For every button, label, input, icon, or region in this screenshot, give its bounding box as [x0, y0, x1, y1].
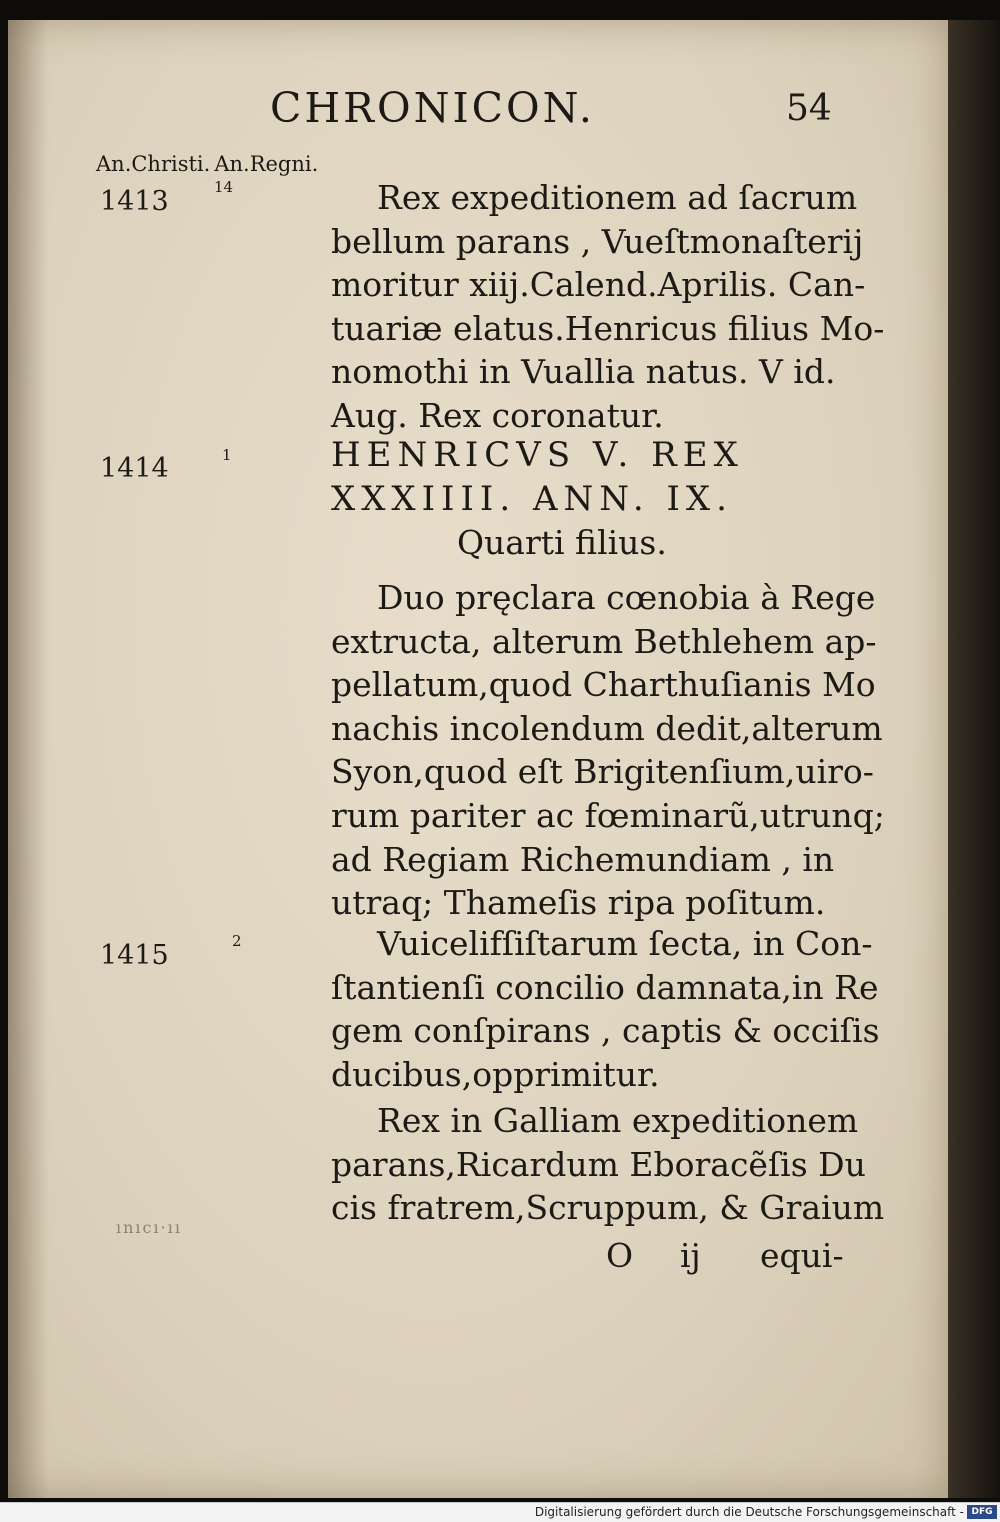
digitization-footer	[0, 1502, 1000, 1522]
entry-1415-paragraph	[331, 922, 880, 1096]
margin-regnal-1415: 2	[232, 932, 242, 950]
gutter-shadow	[8, 20, 48, 1498]
text-line: ad Regiam Richemundiam , in	[331, 839, 835, 879]
reign-subheading: Quarti filius.	[457, 523, 667, 563]
entry-1414-paragraph	[331, 576, 885, 925]
text-line: Rex in Galliam expeditionem	[377, 1101, 859, 1140]
text-line: utraq; Thameſis ripa poſitum.	[331, 883, 826, 923]
catchword: equi-	[760, 1236, 844, 1275]
margin-year-1413: 1413	[100, 186, 169, 217]
folio-number: 54	[786, 88, 832, 129]
running-title: CHRONICON.	[270, 84, 595, 132]
margin-regnal-1413: 14	[214, 178, 234, 196]
anno-regni-heading: An.Regni.	[214, 152, 319, 176]
dfg-logo-icon: DFG	[967, 1505, 997, 1519]
text-line: Duo pręclara cœnobia à Rege	[377, 578, 876, 617]
text-line: moritur xiij.Calend.Aprilis. Can-	[331, 265, 866, 305]
text-line: extructa, alterum Bethlehem ap-	[331, 621, 877, 661]
text-line: tuariæ elatus.Henricus filius Mo-	[331, 308, 885, 348]
text-line: cis fratrem,Scruppum, & Graium	[331, 1188, 885, 1228]
text-line: Aug. Rex coronatur.	[331, 395, 664, 435]
text-line: Rex expeditionem ad ſacrum	[377, 178, 858, 217]
text-line: Syon,quod eſt Brigitenſium,uiro-	[331, 752, 874, 792]
margin-regnal-1414: 1	[222, 446, 232, 464]
text-line: bellum parans , Vueſtmonaſterij	[331, 221, 864, 261]
margin-year-1414: 1414	[100, 453, 169, 484]
text-line: Vuicelifſiſtarum ſecta, in Con-	[377, 924, 873, 963]
entry-1413-paragraph	[331, 176, 884, 438]
text-line: gem conſpirans , captis & occiſis	[331, 1011, 880, 1051]
signature-mark: O	[606, 1236, 634, 1275]
signature-number: ij	[680, 1236, 701, 1275]
text-line: nomothi in Vuallia natus. V id.	[331, 352, 836, 392]
book-page	[8, 20, 948, 1498]
dfg-credit-text: Digitalisierung gefördert durch die Deutsche Forschungsgemeinschaft -	[534, 1505, 964, 1519]
text-line: rum pariter ac fœminarũ,utrunq;	[331, 795, 885, 835]
text-line: ſtantienſi concilio damnata,in Re	[331, 967, 879, 1007]
page-edge-shadow	[948, 20, 1000, 1498]
text-line: parans,Ricardum Eboracẽſis Du	[331, 1144, 866, 1184]
entry-1415b-paragraph	[331, 1099, 884, 1230]
text-line: pellatum,quod Charthuſianis Mo	[331, 665, 876, 705]
anno-christi-heading: An.Christi.	[96, 152, 211, 176]
reign-heading	[331, 434, 744, 565]
text-line: nachis incolendum dedit,alterum	[331, 708, 883, 748]
margin-year-1415: 1415	[100, 940, 169, 971]
margin-column-headings	[96, 152, 322, 176]
heading-line: XXXIIII. ANN. IX.	[331, 478, 733, 519]
heading-line: HENRICVS V. REX	[331, 435, 744, 475]
bleed-through-text: ınıcı·ıı	[116, 1218, 182, 1237]
text-line: ducibus,opprimitur.	[331, 1054, 660, 1094]
